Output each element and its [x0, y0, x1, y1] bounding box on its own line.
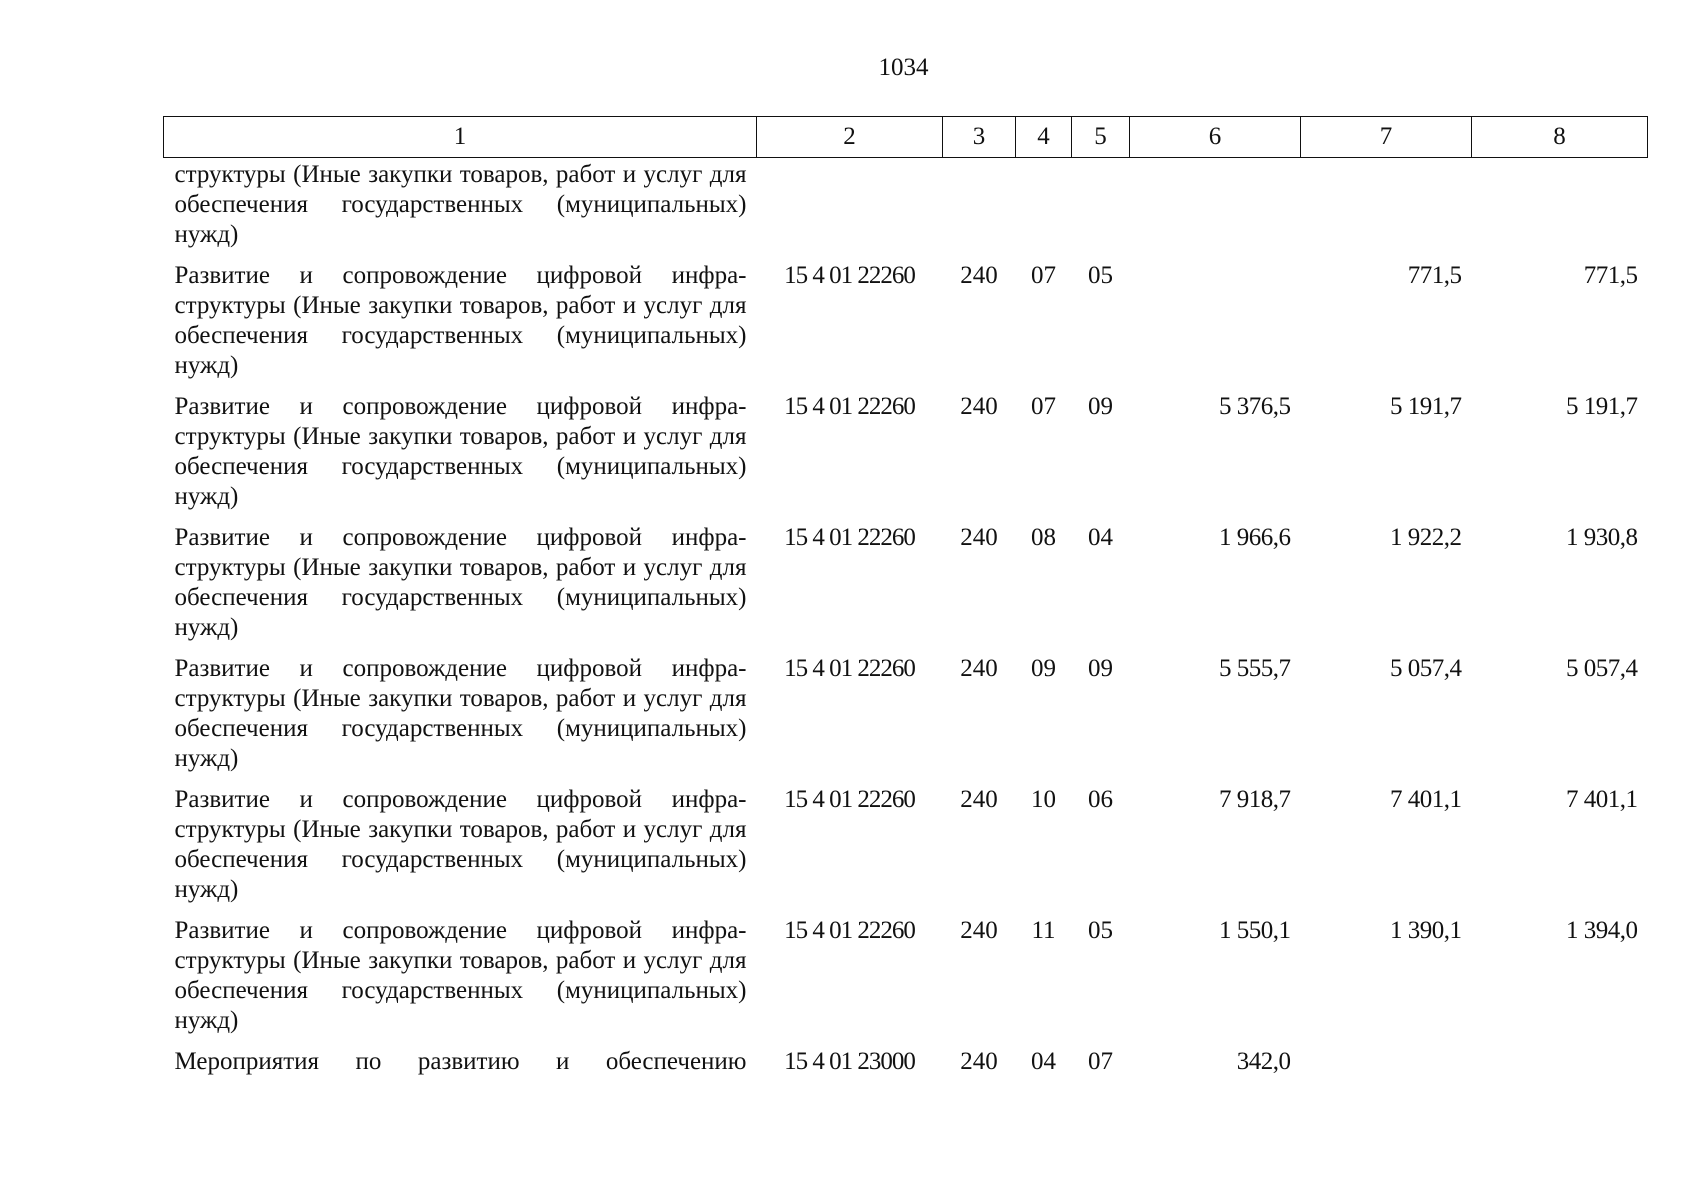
row-col-5: 06 [1088, 786, 1113, 813]
row-value-8: 771,5 [1583, 262, 1638, 289]
table-header [164, 117, 1648, 158]
row-value-8: 1 930,8 [1566, 524, 1638, 551]
row-code: 15 4 01 22260 [784, 393, 915, 420]
row-value-6: 7 918,7 [1219, 786, 1291, 813]
row-code: 15 4 01 22260 [784, 262, 915, 289]
header-col-1: 1 [164, 117, 757, 158]
row-col-5: 05 [1088, 917, 1113, 944]
header-col-6: 6 [1130, 117, 1301, 158]
row-description: структуры (Иные закупки товаров, работ и услуг для обеспечения государственных (муниципальных) нужд) [174, 161, 747, 248]
header-col-5: 5 [1072, 117, 1130, 158]
row-value-7: 5 057,4 [1390, 655, 1462, 682]
row-col-4: 07 [1031, 393, 1056, 420]
row-col-4 [1016, 158, 1072, 262]
row-value-8: 7 401,1 [1566, 786, 1638, 813]
row-value-7: 5 191,7 [1390, 393, 1462, 420]
row-col-4: 08 [1031, 524, 1056, 551]
row-col-3: 240 [960, 917, 998, 944]
row-col-3 [943, 158, 1016, 262]
row-col-5: 05 [1088, 262, 1113, 289]
row-value-8: 5 191,7 [1566, 393, 1638, 420]
table-row [164, 654, 1648, 785]
row-col-4: 11 [1031, 917, 1056, 944]
row-description: Развитие и сопровождение цифровой инфраструктуры (Иные закупки товаров, работ и услуг для обеспечения государственных (муниципальных) нужд) [174, 393, 747, 510]
row-value-8: 1 394,0 [1566, 917, 1638, 944]
row-value-6 [1130, 158, 1301, 262]
header-col-2: 2 [757, 117, 943, 158]
row-col-5: 09 [1088, 655, 1113, 682]
table-body [164, 158, 1648, 1089]
row-col-3: 240 [960, 262, 998, 289]
page-number: 1034 [878, 54, 929, 81]
row-value-6: 5 555,7 [1219, 655, 1291, 682]
row-value-6: 1 550,1 [1219, 917, 1291, 944]
row-col-4: 07 [1031, 262, 1056, 289]
row-value-7 [1301, 158, 1472, 262]
row-value-6: 5 376,5 [1219, 393, 1291, 420]
row-value-7: 1 922,2 [1390, 524, 1462, 551]
row-code: 15 4 01 22260 [784, 786, 915, 813]
header-col-4: 4 [1016, 117, 1072, 158]
row-code: 15 4 01 23000 [784, 1048, 915, 1075]
row-col-3: 240 [960, 786, 998, 813]
row-description: Развитие и сопровождение цифровой инфраструктуры (Иные закупки товаров, работ и услуг для обеспечения государственных (муниципальных) нужд) [174, 786, 747, 903]
row-value-8: 5 057,4 [1566, 655, 1638, 682]
row-value-6 [1130, 261, 1301, 392]
row-description: Развитие и сопровождение цифровой инфраструктуры (Иные закупки товаров, работ и услуг для обеспечения государственных (муниципальных) нужд) [174, 262, 747, 379]
row-col-3: 240 [960, 524, 998, 551]
row-col-5: 07 [1088, 1048, 1113, 1075]
row-value-6: 342,0 [1236, 1048, 1291, 1075]
table-row [164, 1047, 1648, 1088]
row-code: 15 4 01 22260 [784, 524, 915, 551]
header-col-7: 7 [1301, 117, 1472, 158]
header-col-8: 8 [1472, 117, 1648, 158]
table-row [164, 158, 1648, 262]
row-col-3: 240 [960, 1048, 998, 1075]
row-col-5: 04 [1088, 524, 1113, 551]
header-col-3: 3 [943, 117, 1016, 158]
row-description: Развитие и сопровождение цифровой инфраструктуры (Иные закупки товаров, работ и услуг для обеспечения государственных (муниципальных) нужд) [174, 917, 747, 1034]
row-value-7: 1 390,1 [1390, 917, 1462, 944]
row-col-3: 240 [960, 393, 998, 420]
budget-table [163, 116, 1648, 1088]
row-col-3: 240 [960, 655, 998, 682]
row-value-8 [1472, 1047, 1648, 1088]
row-value-8 [1472, 158, 1648, 262]
row-description: Мероприятия по развитию и обеспечению [174, 1048, 747, 1075]
table-row [164, 392, 1648, 523]
row-col-5: 09 [1088, 393, 1113, 420]
row-value-7: 771,5 [1407, 262, 1462, 289]
row-value-7 [1301, 1047, 1472, 1088]
row-value-7: 7 401,1 [1390, 786, 1462, 813]
row-col-4: 04 [1031, 1048, 1056, 1075]
row-code: 15 4 01 22260 [784, 917, 915, 944]
table-row [164, 261, 1648, 392]
row-col-4: 09 [1031, 655, 1056, 682]
table-row [164, 916, 1648, 1047]
header-row [164, 117, 1648, 158]
row-description: Развитие и сопровождение цифровой инфраструктуры (Иные закупки товаров, работ и услуг для обеспечения государственных (муниципальных) нужд) [174, 655, 747, 772]
row-col-4: 10 [1031, 786, 1056, 813]
row-col-5 [1072, 158, 1130, 262]
row-description: Развитие и сопровождение цифровой инфраструктуры (Иные закупки товаров, работ и услуг для обеспечения государственных (муниципальных) нужд) [174, 524, 747, 641]
row-code: 15 4 01 22260 [784, 655, 915, 682]
row-value-6: 1 966,6 [1219, 524, 1291, 551]
row-code [757, 158, 943, 262]
table-row [164, 785, 1648, 916]
table-row [164, 523, 1648, 654]
